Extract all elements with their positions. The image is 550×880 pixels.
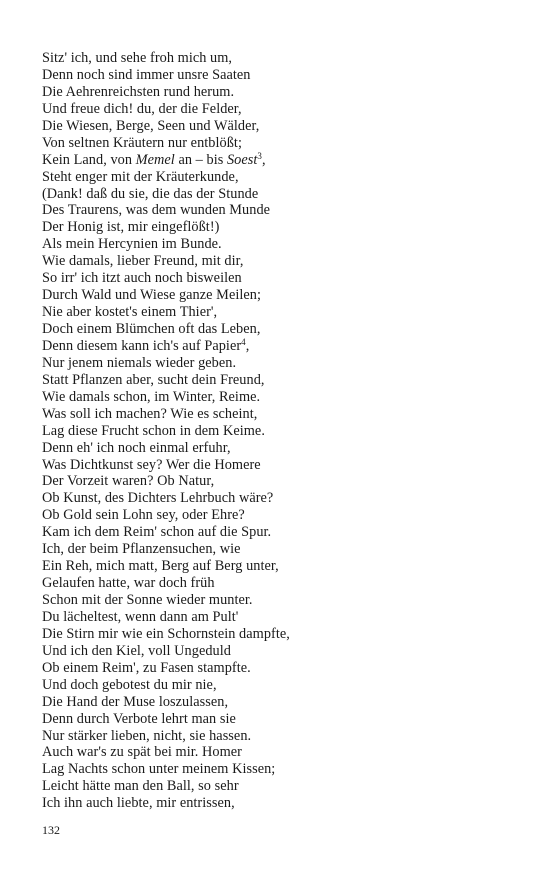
poem-line-text: Ich ihn auch liebte, mir entrissen, — [42, 795, 235, 812]
poem-line-text: Ob Gold sein Lohn sey, oder Ehre? — [42, 507, 245, 524]
poem-line — [42, 406, 290, 423]
poem-line-text: Leicht hätte man den Ball, so sehr — [42, 778, 239, 795]
poem-line-text: Von seltnen Kräutern nur entblößt; — [42, 134, 242, 151]
poem-line-text: Der Vorzeit waren? Ob Natur, — [42, 473, 215, 490]
poem-line-text: Denn noch sind immer unsre Saaten — [42, 66, 251, 83]
poem-line-text: Nie aber kostet's einem Thier', — [42, 304, 218, 321]
poem-text — [42, 50, 290, 812]
poem-line — [42, 219, 290, 236]
poem-line-text: So irr' ich itzt auch noch bisweilen — [42, 270, 242, 287]
poem-line — [42, 135, 290, 152]
poem-line — [42, 473, 290, 490]
poem-line-text: Steht enger mit der Kräuterkunde, — [42, 168, 239, 185]
poem-line-text: Nur stärker lieben, nicht, sie hassen. — [42, 727, 252, 744]
poem-line — [42, 372, 290, 389]
poem-line — [42, 728, 290, 745]
poem-line-text: Die Hand der Muse loszulassen, — [42, 693, 229, 710]
poem-line-text: Ob Kunst, des Dichters Lehrbuch wäre? — [42, 490, 274, 507]
poem-line-text: Denn eh' ich noch einmal erfuhr, — [42, 439, 231, 456]
poem-line — [42, 236, 290, 253]
poem-line — [42, 253, 290, 270]
poem-line-text: Und doch gebotest du mir nie, — [42, 676, 217, 693]
poem-line — [42, 643, 290, 660]
poem-line — [42, 694, 290, 711]
poem-line — [42, 202, 290, 219]
poem-line — [42, 541, 290, 558]
footnote-marker: 3 — [257, 150, 262, 161]
poem-line-text: Kein Land, von — [42, 151, 136, 168]
poem-line — [42, 84, 290, 101]
poem-line-text: Du lächeltest, wenn dann am Pult' — [42, 608, 239, 625]
poem-line-text: Statt Pflanzen aber, sucht dein Freund, — [42, 371, 265, 388]
poem-line — [42, 524, 290, 541]
poem-line-text: Lag Nachts schon unter meinem Kissen; — [42, 761, 276, 778]
poem-line-text: Wie damals, lieber Freund, mit dir, — [42, 253, 244, 270]
poem-line — [42, 660, 290, 677]
poem-line-text: Was Dichtkunst sey? Wer die Homere — [42, 456, 261, 473]
poem-line-text: Sitz' ich, und sehe froh mich um, — [42, 50, 233, 66]
poem-line-text: Doch einem Blümchen oft das Leben, — [42, 321, 261, 337]
place-name: Soest — [226, 151, 258, 168]
poem-line-text: Gelaufen hatte, war doch früh — [42, 575, 215, 592]
poem-line — [42, 270, 290, 287]
poem-line-text: Ein Reh, mich matt, Berg auf Berg unter, — [42, 558, 279, 575]
poem-line — [42, 490, 290, 507]
poem-line — [42, 778, 290, 795]
poem-line-text: Der Honig ist, mir eingeflößt!) — [42, 219, 220, 236]
poem-line — [42, 186, 290, 203]
poem-line — [42, 761, 290, 778]
poem-line — [42, 626, 290, 643]
poem-line-text: Des Traurens, was dem wunden Munde — [42, 202, 271, 219]
poem-line-text: Ob einem Reim', zu Fasen stampfte. — [42, 659, 251, 676]
poem-line-text: Die Aehrenreichsten rund herum. — [42, 83, 235, 100]
poem-line — [42, 677, 290, 694]
poem-line — [42, 592, 290, 609]
poem-line — [42, 423, 290, 440]
poem-line — [42, 575, 290, 592]
poem-line-text: , — [261, 151, 266, 168]
poem-line-text: Lag diese Frucht schon in dem Keime. — [42, 422, 265, 439]
poem-line-text: Auch war's zu spät bei mir. Homer — [42, 744, 242, 761]
poem-line-text: Wie damals schon, im Winter, Reime. — [42, 388, 261, 405]
poem-line — [42, 457, 290, 474]
poem-line-text: Und freue dich! du, der die Felder, — [42, 100, 242, 117]
poem-line-text: Denn diesem kann ich's auf Papier — [42, 337, 242, 354]
poem-line-text: an – bis — [174, 151, 227, 168]
poem-line-text: Durch Wald und Wiese ganze Meilen; — [42, 287, 261, 304]
poem-line-text: Kam ich dem Reim' schon auf die Spur. — [42, 524, 272, 541]
poem-line — [42, 609, 290, 626]
poem-line — [42, 101, 290, 118]
poem-line — [42, 744, 290, 761]
poem-line — [42, 321, 290, 338]
poem-line — [42, 67, 290, 84]
poem-line — [42, 287, 290, 304]
poem-line-text: Und ich den Kiel, voll Ungeduld — [42, 642, 231, 659]
poem-line-text: Die Wiesen, Berge, Seen und Wälder, — [42, 117, 260, 134]
poem-line — [42, 507, 290, 524]
poem-line — [42, 304, 290, 321]
poem-line-text: (Dank! daß du sie, die das der Stunde — [42, 185, 259, 202]
poem-line — [42, 118, 290, 135]
poem-line — [42, 389, 290, 406]
poem-line — [42, 169, 290, 186]
poem-line — [42, 440, 290, 457]
poem-line — [42, 558, 290, 575]
poem-line-text: Nur jenem niemals wieder geben. — [42, 354, 237, 371]
place-name: Memel — [135, 151, 175, 168]
poem-line — [42, 355, 290, 372]
poem-line-text: Die Stirn mir wie ein Schornstein dampfte, — [42, 625, 290, 642]
poem-line — [42, 50, 290, 67]
poem-line-text: Was soll ich machen? Wie es scheint, — [42, 405, 258, 422]
poem-line — [42, 711, 290, 728]
poem-line-text: Schon mit der Sonne wieder munter. — [42, 592, 253, 608]
poem-line-text: Ich, der beim Pflanzensuchen, wie — [42, 541, 241, 558]
poem-line-text: Denn durch Verbote lehrt man sie — [42, 710, 236, 727]
footnote-marker: 4 — [241, 336, 246, 347]
page-number: 132 — [42, 823, 60, 837]
poem-line — [42, 795, 290, 812]
poem-line-text: Als mein Hercynien im Bunde. — [42, 236, 222, 253]
poem-line — [42, 152, 290, 169]
poem-line-text: , — [245, 337, 250, 354]
poem-line — [42, 338, 290, 355]
